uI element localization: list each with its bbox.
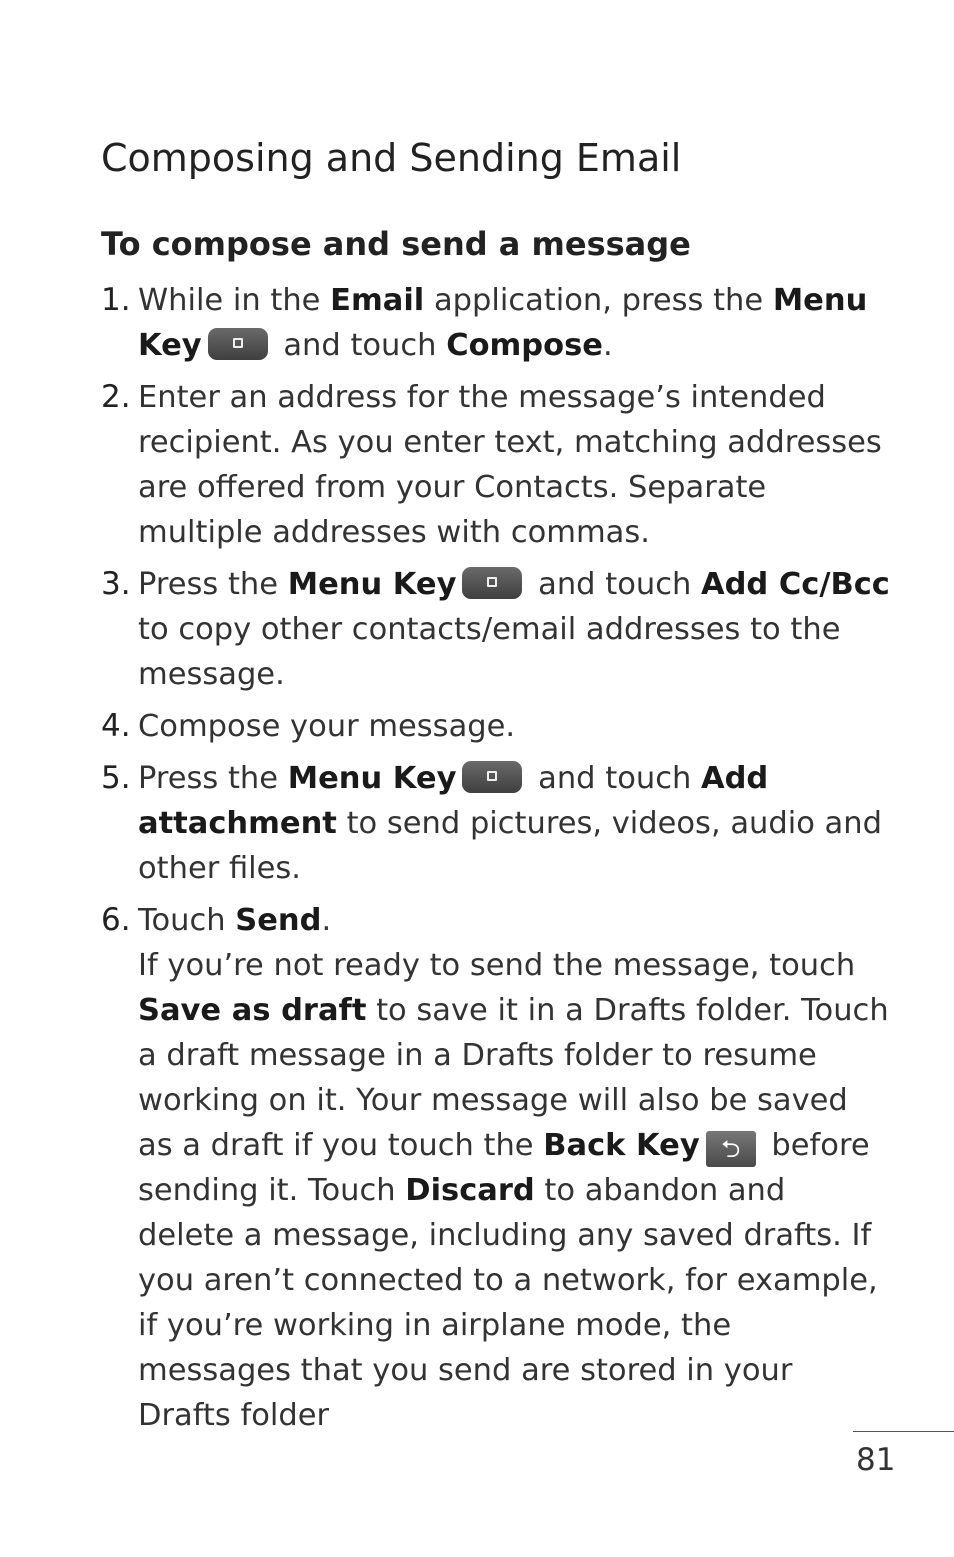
menu-key-icon — [462, 761, 522, 793]
step-text: While in the — [138, 283, 331, 318]
bold-term: Back Key — [543, 1128, 700, 1163]
step-text: If you’re not ready to send the message, touch — [138, 948, 856, 983]
bold-term: Compose — [446, 328, 603, 363]
step-text: application, press the — [424, 283, 773, 318]
step-number: 1. — [101, 282, 131, 318]
bold-term: Discard — [405, 1173, 535, 1208]
step-3 — [101, 562, 891, 697]
step-1 — [101, 278, 891, 368]
menu-key-icon — [208, 328, 268, 360]
footer-rule — [853, 1431, 954, 1432]
step-text: and touch — [273, 328, 447, 363]
step-text: Press the — [138, 761, 288, 796]
step-text: Compose your message. — [138, 709, 516, 744]
step-2 — [101, 375, 891, 555]
menu-key-icon — [462, 567, 522, 599]
steps-list — [101, 278, 891, 1438]
step-text: . — [602, 328, 613, 363]
step-text: . — [321, 903, 332, 938]
section-subtitle: To compose and send a message — [101, 225, 691, 263]
bold-term: Send — [235, 903, 322, 938]
bold-term: Save as draft — [138, 993, 367, 1028]
step-text: Press the — [138, 567, 288, 602]
step-6 — [101, 898, 891, 1438]
bold-term: Menu Key — [287, 567, 457, 602]
step-text: and touch — [528, 761, 701, 796]
step-text: Enter an address for the message’s intended recipient. As you enter text, matching addresses are offered from your Contacts. Separate multiple addresses with commas. — [138, 380, 882, 550]
step-number: 3. — [101, 566, 131, 602]
bold-term: Menu Key — [287, 761, 457, 796]
step-text: Touch — [138, 903, 236, 938]
step-5 — [101, 756, 891, 891]
step-text: to copy other contacts/email addresses to the message. — [138, 612, 841, 692]
step-number: 2. — [101, 379, 131, 415]
step-text: to save it in a Drafts folder. Touch a draft message in a Drafts folder to resume working on it. Your message will also be saved as a draft if you touch the — [138, 993, 889, 1163]
step-text: and touch — [528, 567, 701, 602]
step-text: before sending it. Touch — [138, 1128, 870, 1208]
step-text: to abandon and delete a message, including any saved drafts. If you aren’t connected to a network, for example, if you’re working in airplane mode, the messages that you send are stored in your Drafts folder — [138, 1173, 878, 1433]
step-4 — [101, 704, 891, 749]
page-title: Composing and Sending Email — [101, 136, 682, 180]
step-number: 6. — [101, 902, 131, 938]
step-number: 5. — [101, 760, 131, 796]
back-key-icon: ⮌ — [706, 1131, 756, 1167]
bold-term: Menu Key — [138, 283, 868, 363]
step-text: to send pictures, videos, audio and other files. — [138, 806, 882, 886]
bold-term: Email — [330, 283, 425, 318]
bold-term: Add attachment — [138, 761, 769, 841]
step-number: 4. — [101, 708, 131, 744]
bold-term: Add Cc/Bcc — [700, 567, 890, 602]
page-number: 81 — [856, 1442, 896, 1478]
